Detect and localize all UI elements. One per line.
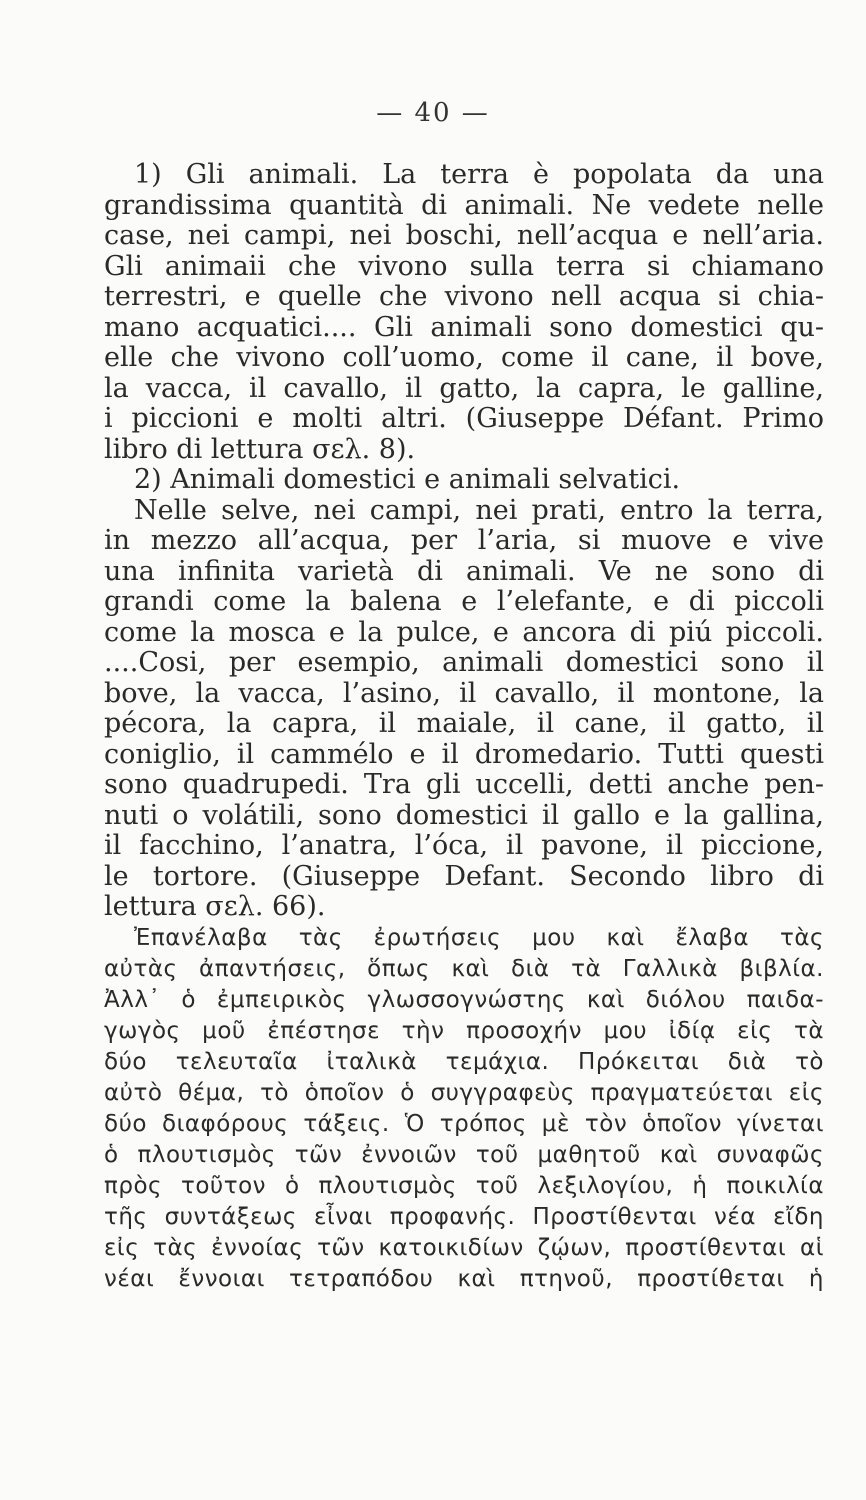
italian-text-line: in mezzo all’acqua, per l’aria, si muove e vive xyxy=(104,526,824,556)
greek-text-line: δύο διαφόρους τάξεις. Ὁ τρόπος μὲ τὸν ὁποῖον γίνεται xyxy=(104,1110,824,1137)
italian-text-line: una infinita varietà di animali. Ve ne sono di xyxy=(104,556,824,587)
italian-text-line: ....Cosi, per esempio, animali domestici sono il xyxy=(104,648,824,678)
italian-text-line: i piccioni e molti altri. (Giuseppe Défant. Primo xyxy=(104,404,824,434)
italian-text-line: nuti o volátili, sono domestici il gallo e la gallina, xyxy=(104,800,824,831)
greek-text-line: γωγὸς μοῦ ἐπέστησε τὴν προσοχήν μου ἰδίᾳ εἰς τὰ xyxy=(104,1017,824,1044)
italian-text-line: case, nei campi, nei boschi, nell’acqua e nell’aria. xyxy=(104,221,824,251)
italian-text-line: Gli animaii che vivono sulla terra si chiamano xyxy=(104,251,824,282)
greek-commentary-block xyxy=(104,923,824,1295)
italian-text-line: le tortore. (Giuseppe Defant. Secondo libro di xyxy=(104,861,824,892)
italian-text-line: pécora, la capra, il maiale, il cane, il gatto, il xyxy=(104,709,824,739)
italian-text-line: bove, la vacca, l’asino, il cavallo, il montone, la xyxy=(104,678,824,709)
italian-text-line: lettura σελ. 66). xyxy=(104,892,326,922)
italian-text-line: mano acquatici.... Gli animali sono domestici qu- xyxy=(104,312,824,343)
greek-text-line: εἰς τὰς ἐννοίας τῶν κατοικιδίων ζῴων, προστίθενται αἱ xyxy=(104,1234,824,1261)
italian-text-line: libro di lettura σελ. 8). xyxy=(104,434,416,465)
greek-text-line: αὐτὸ θέμα, τὸ ὁποῖον ὁ συγγραφεὺς πραγματεύεται εἰς xyxy=(104,1079,824,1106)
greek-text-line: τῆς συντάξεως εἶναι προφανής. Προστίθενται νέα εἴδη xyxy=(104,1203,824,1230)
greek-text-line: Ἀλλ᾽ ὁ ἐμπειρικὸς γλωσσογνώστης καὶ διόλου παιδα- xyxy=(104,986,824,1013)
greek-text-line: αὐτὰς ἀπαντήσεις, ὅπως καὶ διὰ τὰ Γαλλικὰ βιβλία. xyxy=(104,955,824,982)
greek-text-line: ὁ πλουτισμὸς τῶν ἐννοιῶν τοῦ μαθητοῦ καὶ συναφῶς xyxy=(104,1141,824,1168)
greek-text-line: Ἐπανέλαβα τὰς ἐρωτήσεις μου καὶ ἔλαβα τὰς xyxy=(134,924,824,951)
greek-text-line: δύο τελευταῖα ἰταλικὰ τεμάχια. Πρόκειται διὰ τὸ xyxy=(104,1048,824,1075)
italian-text-line: come la mosca e la pulce, e ancora di piú piccoli. xyxy=(104,617,824,648)
italian-text-line: 2) Animali domestici e animali selvatici. xyxy=(134,465,681,495)
italian-text-line: la vacca, il cavallo, il gatto, la capra, le galline, xyxy=(104,373,824,404)
greek-text-line: πρὸς τοῦτον ὁ πλουτισμὸς τοῦ λεξιλογίου, ἡ ποικιλία xyxy=(104,1172,824,1199)
italian-text-line: elle che vivono coll’uomo, come il cane, il bove, xyxy=(104,343,824,373)
italian-quotation-block xyxy=(104,160,824,923)
italian-text-line: coniglio, il cammélo e il dromedario. Tutti questi xyxy=(104,739,824,770)
italian-text-line: Nelle selve, nei campi, nei prati, entro la terra, xyxy=(134,495,824,526)
page-number: — 40 — xyxy=(376,98,490,128)
italian-text-line: il facchino, l’anatra, l’óca, il pavone, il piccione, xyxy=(104,831,824,861)
italian-text-line: grandissima quantità di animali. Ne vedete nelle xyxy=(104,190,824,221)
italian-text-line: 1) Gli animali. La terra è popolata da una xyxy=(134,160,824,190)
italian-text-line: grandi come la balena e l’elefante, e di piccoli xyxy=(104,587,824,617)
italian-text-line: sono quadrupedi. Tra gli uccelli, detti anche pen- xyxy=(104,770,824,800)
italian-text-line: terrestri, e quelle che vivono nell acqua si chia- xyxy=(104,282,824,312)
page-body xyxy=(104,160,824,1295)
greek-text-line: νέαι ἔννοιαι τετραπόδου καὶ πτηνοῦ, προστίθεται ἡ xyxy=(104,1265,824,1292)
